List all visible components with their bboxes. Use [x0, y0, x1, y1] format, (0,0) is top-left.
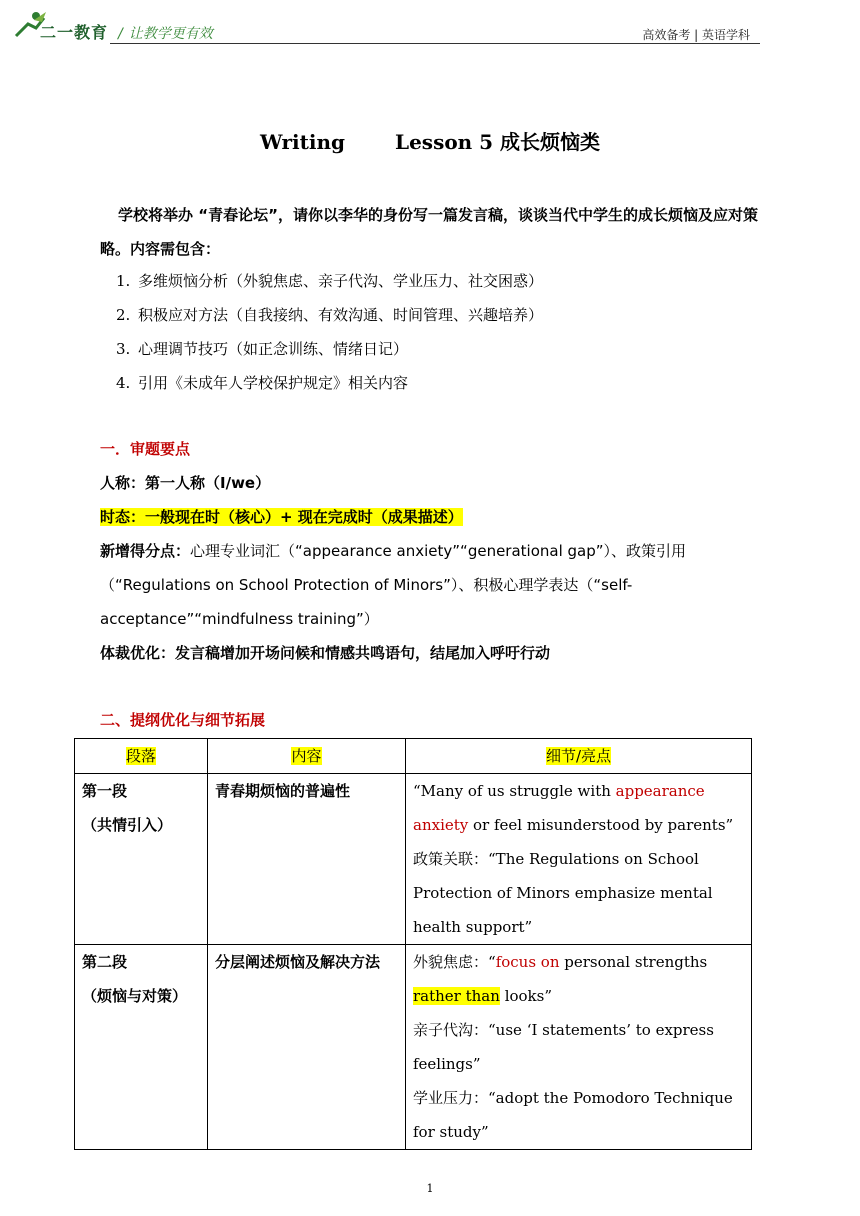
header-subject: 高效备考 | 英语学科	[642, 28, 750, 42]
header-cell: 内容	[208, 739, 406, 774]
section2-heading: 二、提纲优化与细节拓展	[100, 711, 266, 729]
outline-table	[74, 738, 752, 1150]
content-cell: 分层阐述烦恼及解决方法	[208, 945, 406, 1150]
page-number: 1	[426, 1182, 434, 1195]
requirement-list	[116, 264, 766, 400]
detail-cell: “Many of us struggle with appearance anxiety or feel misunderstood by parents” 政策关联：“The Regulations on School Protection of Minors emphasize mental health support”	[406, 774, 752, 945]
table-row	[75, 945, 752, 1150]
table-row	[75, 774, 752, 945]
person-line: 人称：第一人称（I/we）	[100, 474, 271, 492]
section1-heading: 一．审题要点	[100, 440, 191, 458]
list-item: 1. 多维烦恼分析（外貌焦虑、亲子代沟、学业压力、社交困惑）	[116, 272, 544, 290]
list-item: 4. 引用《未成年人学校保护规定》相关内容	[116, 374, 409, 392]
para-cell: 第一段 （共情引入）	[75, 774, 208, 945]
list-item: 3. 心理调节技巧（如正念训练、情绪日记）	[116, 340, 409, 358]
header-divider	[110, 43, 760, 44]
para-cell: 第二段 （烦恼与对策）	[75, 945, 208, 1150]
task-intro: 学校将举办 “青春论坛”，请你以李华的身份写一篇发言稿，谈谈当代中学生的成长烦恼及应对策略。内容需包含：	[100, 206, 758, 258]
detail-cell: 外貌焦虑：“focus on personal strengths rather than looks” 亲子代沟：“use ‘I statements’ to express feelings” 学业压力：“adopt the Pomodoro Technique for study”	[406, 945, 752, 1150]
logo-text: 二一教育	[40, 23, 109, 42]
scoring-line: 新增得分点：心理专业词汇（“appearance anxiety”“generational gap”）、政策引用（“Regulations on School Protection of Minors”）、积极心理学表达（“self-acceptance”“mindfulness training”）	[100, 542, 687, 628]
page-title: Writing Lesson 5 成长烦恼类	[259, 130, 601, 154]
list-item: 2. 积极应对方法（自我接纳、有效沟通、时间管理、兴趣培养）	[116, 306, 544, 324]
tense-line: 时态：一般现在时（核心）+ 现在完成时（成果描述）	[100, 508, 463, 526]
genre-line: 体裁优化：发言稿增加开场问候和情感共鸣语句，结尾加入呼吁行动	[100, 644, 551, 662]
header-cell: 段落	[75, 739, 208, 774]
content-cell: 青春期烦恼的普遍性	[208, 774, 406, 945]
header-slogan: / 让教学更有效	[118, 26, 213, 42]
header-cell: 细节/亮点	[406, 739, 752, 774]
table-header-row	[75, 739, 752, 774]
